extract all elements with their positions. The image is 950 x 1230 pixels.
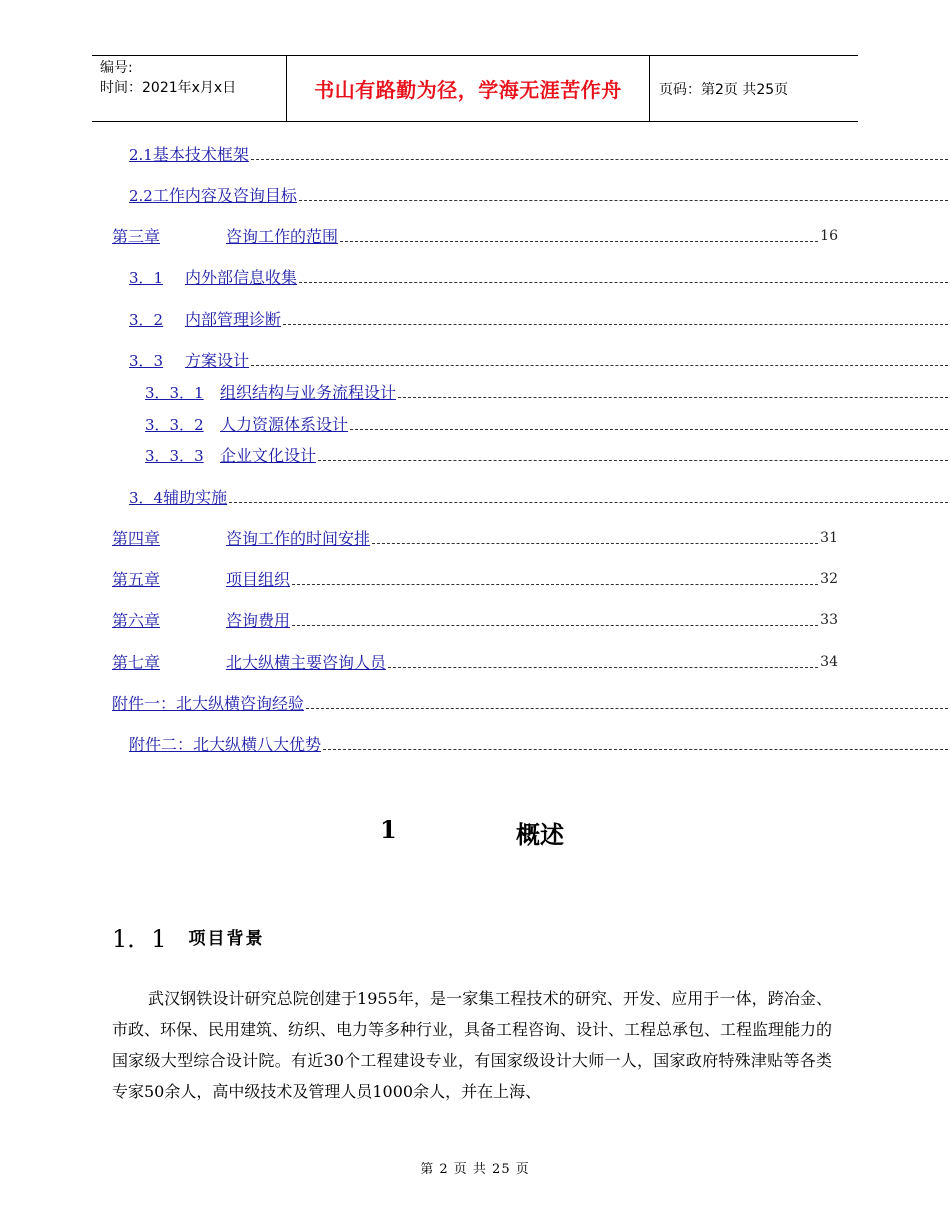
- toc-entry-number[interactable]: 第七章: [112, 653, 161, 672]
- toc-entry[interactable]: [129, 349, 950, 371]
- page-footer: 第 2 页 共 25 页: [420, 1162, 530, 1177]
- toc-entry-number[interactable]: 3．3．1: [145, 384, 204, 402]
- toc-entry-title[interactable]: 咨询工作的范围: [226, 227, 339, 246]
- toc-leader: [283, 324, 948, 325]
- toc-entry-title[interactable]: 咨询工作的时间安排: [226, 529, 371, 548]
- header-number-label: 编号:: [100, 60, 133, 76]
- toc-leader: [299, 200, 948, 201]
- toc-entry-title[interactable]: 北大纵横主要咨询人员: [226, 653, 387, 672]
- toc-entry-page: 34: [820, 654, 838, 670]
- toc-entry-number[interactable]: 3．1: [129, 269, 164, 287]
- toc-entry[interactable]: [129, 184, 950, 206]
- section-heading-number: 1: [380, 815, 397, 844]
- toc-entry-page: 31: [820, 530, 838, 546]
- toc-entry-number[interactable]: 3．3．3: [145, 447, 204, 465]
- toc-entry-number[interactable]: 3．2: [129, 311, 164, 329]
- toc-entry-title[interactable]: 基本技术框架: [152, 145, 249, 164]
- toc-leader: [318, 460, 948, 461]
- toc-entry[interactable]: [112, 568, 838, 590]
- toc-entry-number[interactable]: 第六章: [112, 611, 161, 630]
- toc-leader: [251, 159, 948, 160]
- toc-leader: [299, 282, 948, 283]
- toc-leader: [323, 749, 948, 750]
- toc-entry[interactable]: [112, 527, 838, 549]
- toc-leader: [372, 543, 818, 544]
- toc-leader: [350, 429, 948, 430]
- subsection-heading-title: 项目背景: [188, 928, 265, 949]
- toc-leader: [388, 667, 818, 668]
- toc-entry-title[interactable]: 附件一：北大纵横咨询经验: [112, 694, 305, 713]
- toc-leader: [229, 502, 948, 503]
- toc-entry-number[interactable]: 3．4: [129, 489, 164, 507]
- toc-entry[interactable]: [129, 733, 950, 755]
- toc-leader: [340, 241, 818, 242]
- toc-entry[interactable]: [145, 413, 950, 435]
- header-time-label: 时间：2021年x月x日: [100, 80, 237, 96]
- header-meta: [100, 58, 290, 98]
- header-motto: 书山有路勤为径，学海无涯苦作舟: [314, 78, 622, 102]
- toc-entry-title[interactable]: 项目组织: [226, 570, 291, 589]
- toc-entry-page: 16: [820, 228, 838, 244]
- toc-entry-number[interactable]: 第四章: [112, 529, 161, 548]
- subsection-heading-number: 1．1: [112, 924, 167, 953]
- toc-leader: [292, 625, 818, 626]
- toc-entry-title[interactable]: 工作内容及咨询目标: [152, 186, 297, 205]
- toc-entry-number[interactable]: 第三章: [112, 227, 161, 246]
- page-header: [92, 55, 858, 122]
- toc-leader: [251, 365, 948, 366]
- toc-entry[interactable]: [145, 444, 950, 466]
- toc-entry-title[interactable]: 内外部信息收集: [185, 268, 298, 287]
- toc-entry[interactable]: [145, 381, 950, 403]
- toc-entry[interactable]: [129, 143, 950, 165]
- toc-leader: [398, 397, 948, 398]
- toc-entry-number[interactable]: 2.1: [129, 146, 153, 164]
- toc-entry[interactable]: [112, 609, 838, 631]
- toc-entry-title[interactable]: 咨询费用: [226, 611, 291, 630]
- toc-entry[interactable]: [112, 225, 838, 247]
- toc-entry-title[interactable]: 企业文化设计: [220, 446, 317, 465]
- toc-entry-title[interactable]: 附件二：北大纵横八大优势: [129, 735, 322, 754]
- toc-entry-page: 33: [820, 612, 838, 628]
- toc-entry-number[interactable]: 3．3．2: [145, 416, 204, 434]
- toc-entry[interactable]: [129, 486, 950, 508]
- toc-entry-number[interactable]: 3．3: [129, 352, 164, 370]
- toc-entry-number[interactable]: 2.2: [129, 187, 153, 205]
- section-heading-title: 概述: [516, 821, 564, 849]
- body-paragraph: 武汉钢铁设计研究总院创建于1955年，是一家集工程技术的研究、开发、应用于一体，跨冶金、市政、环保、民用建筑、纺织、电力等多种行业，具备工程咨询、设计、工程总承包、工程监理能力的国家级大型综合设计院。有近30个工程建设专业，有国家级设计大师一人，国家政府特殊津贴等各类专家50余人，高中级技术及管理人员1000余人，并在上海、: [112, 989, 833, 1101]
- toc-entry[interactable]: [129, 266, 950, 288]
- toc-entry[interactable]: [112, 692, 950, 714]
- toc-entry-title[interactable]: 辅助实施: [163, 488, 228, 507]
- toc-entry[interactable]: [129, 308, 950, 330]
- subsection-heading: [112, 921, 265, 951]
- toc-entry-page: 32: [820, 571, 838, 587]
- header-divider: [649, 56, 650, 121]
- toc-leader: [306, 708, 948, 709]
- toc-entry[interactable]: [112, 651, 838, 673]
- toc-entry-number[interactable]: 第五章: [112, 570, 161, 589]
- toc-entry-title[interactable]: 内部管理诊断: [185, 310, 282, 329]
- toc-entry-title[interactable]: 方案设计: [185, 351, 250, 370]
- header-page-info: 页码：第2页 共25页: [659, 81, 789, 98]
- toc-entry-title[interactable]: 组织结构与业务流程设计: [220, 383, 397, 402]
- toc-leader: [292, 584, 818, 585]
- section-heading: [0, 815, 950, 849]
- toc-entry-title[interactable]: 人力资源体系设计: [220, 415, 349, 434]
